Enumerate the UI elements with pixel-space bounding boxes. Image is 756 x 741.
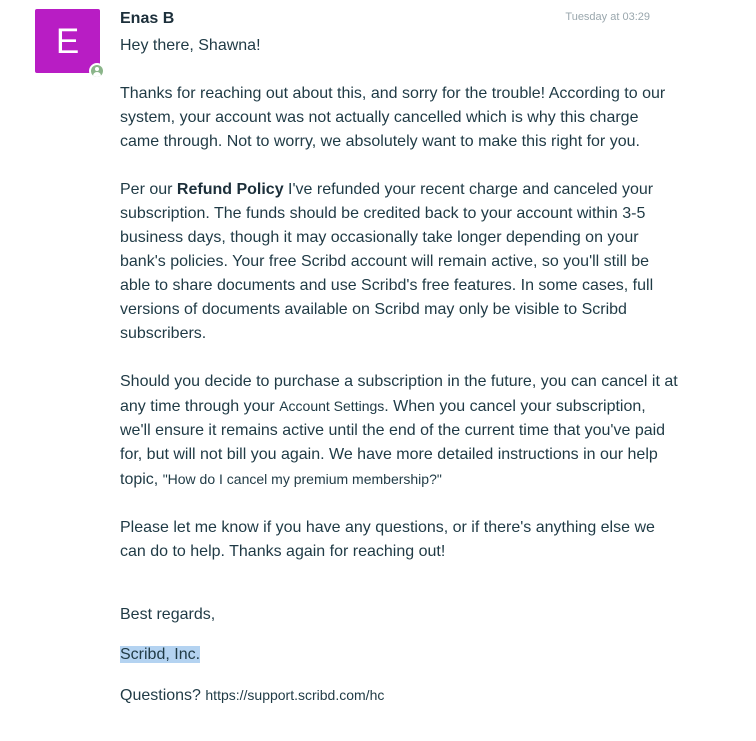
sender-name[interactable]: Enas B xyxy=(120,10,175,27)
message-body xyxy=(120,34,680,708)
questions-line xyxy=(120,683,680,708)
closing-line: Best regards, xyxy=(120,606,216,623)
refund-policy-link[interactable]: Refund Policy xyxy=(176,181,284,198)
support-url-link[interactable]: https://support.scribd.com/hc xyxy=(205,687,385,703)
message-timestamp: Tuesday at 03:29 xyxy=(565,11,650,23)
future-middle: . When you cancel your subscription, we'll ensure it remains active until the end of the current time that you've paid for, but will not bill you again. We have more detailed instructions in our help topic, xyxy=(120,398,666,488)
sender-avatar[interactable] xyxy=(35,9,100,73)
refund-prefix: Per our xyxy=(120,181,177,198)
avatar-letter: E xyxy=(55,21,80,61)
paragraph-closing: Please let me know if you have any questions, or if there's anything else we can do to help. Thanks again for reaching out! xyxy=(120,519,655,560)
refund-suffix: I've refunded your recent charge and canceled your subscription. The funds should be credited back to your account within 3-5 business days, though it may occasionally take longer depending on your bank's policies. Your free Scribd account will remain active, so you'll still be able to share documents and use Scribd's free features. In some cases, full versions of documents available on Scribd may only be visible to Scribd subscribers. xyxy=(120,181,654,342)
user-status-icon xyxy=(89,63,105,79)
paragraph-apology: Thanks for reaching out about this, and sorry for the trouble! According to our system, your account was not actually cancelled which is why this charge came through. Not to worry, we absolutely want to make this right for you. xyxy=(120,85,666,150)
help-topic-link[interactable]: "How do I cancel my premium membership?" xyxy=(162,471,442,487)
paragraph-refund xyxy=(120,178,680,346)
paragraph-future-subscription xyxy=(120,370,680,492)
future-prefix: Should you decide to purchase a subscription in the future, you can cancel it at any time through your xyxy=(120,373,678,415)
greeting: Hey there, Shawna! xyxy=(120,37,261,54)
signature-selected-text: Scribd, Inc. xyxy=(120,646,201,663)
account-settings-link[interactable]: Account Settings xyxy=(279,398,385,414)
questions-label: Questions? xyxy=(120,687,201,704)
